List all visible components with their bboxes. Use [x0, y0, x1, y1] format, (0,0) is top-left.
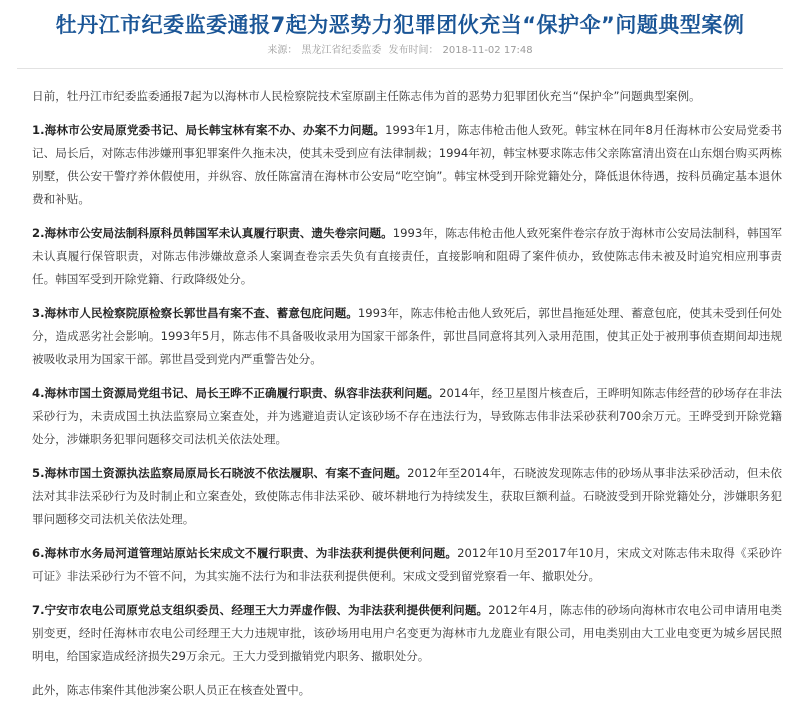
publish-time: 2018-11-02 17:48 [442, 45, 533, 56]
case-text: 1993年，陈志伟枪击他人致死案件卷宗存放于海林市公安局法制科，韩国军未认真履行保管职责，对陈志伟涉嫌故意杀人案调查卷宗丢失负有直接责任，直接影响和阻碍了案件侦办，致使陈志伟未被及时追究相应刑事责任。韩国军受到开除党籍、行政降级处分。 [32, 226, 782, 286]
source-name: 黑龙江省纪委监委 [301, 45, 382, 56]
publish-time-label: 发布时间： [388, 45, 439, 56]
source-label: 来源： [267, 45, 298, 56]
case-heading: 6.海林市水务局河道管理站原站长宋成文不履行职责、为非法获利提供便利问题。 [32, 546, 458, 560]
case-text: 2014年，经卫星图片核查后，王晔明知陈志伟经营的砂场存在非法采砂行为，未责成国土执法监察局立案查处，并为逃避追责认定该砂场不存在违法行为，导致陈志伟非法采砂获利700余万元。王晔受到开除党籍处分，涉嫌职务犯罪问题移交司法机关依法处理。 [32, 386, 782, 446]
case-text: 2012年至2014年，石晓波发现陈志伟的砂场从事非法采砂活动，但未依法对其非法采砂行为及时制止和立案查处，致使陈志伟非法采砂、破坏耕地行为持续发生，获取巨额利益。石晓波受到开除党籍处分，涉嫌职务犯罪问题移交司法机关依法处理。 [32, 466, 782, 526]
case-heading: 1.海林市公安局原党委书记、局长韩宝林有案不办、办案不力问题。 [32, 123, 386, 137]
case-text: 2012年10月至2017年10月，宋成文对陈志伟未取得《采砂许可证》非法采砂行为不管不问，为其实施不法行为和非法获利提供便利。宋成文受到留党察看一年、撤职处分。 [32, 546, 782, 583]
intro-paragraph: 日前，牡丹江市纪委监委通报7起为以海林市人民检察院技术室原副主任陈志伟为首的恶势力犯罪团伙充当“保护伞”问题典型案例。 [32, 89, 701, 103]
case-heading: 5.海林市国土资源执法监察局原局长石晓波不依法履职、有案不查问题。 [32, 466, 408, 480]
case-paragraph [32, 542, 782, 588]
case-heading: 4.海林市国土资源局党组书记、局长王晔不正确履行职责、纵容非法获利问题。 [32, 386, 440, 400]
article-title: 牡丹江市纪委监委通报7起为恶势力犯罪团伙充当“保护伞”问题典型案例 [55, 13, 745, 37]
case-paragraph [32, 302, 782, 371]
case-text: 1993年1月，陈志伟枪击他人致死。韩宝林在同年8月任海林市公安局党委书记、局长后，对陈志伟涉嫌刑事犯罪案件久拖未决，使其未受到应有法律制裁；1994年初，韩宝林要求陈志伟父亲陈富清出资在山东烟台购买两栋别墅，供公安干警疗养休假使用，并纵容、放任陈富清在海林市公安局“吃空饷”。韩宝林受到开除党籍处分，降低退休待遇，按科员确定基本退休费和补贴。 [32, 123, 782, 206]
case-text: 1993年，陈志伟枪击他人致死后，郭世昌拖延处理、蓄意包庇，使其未受到任何处分，造成恶劣社会影响。1993年5月，陈志伟不具备吸收录用为国家干部条件，郭世昌同意将其列入录用范围，使其正处于被刑事侦查期间却违规被吸收录用为国家干部。郭世昌受到党内严重警告处分。 [32, 306, 782, 366]
case-heading: 2.海林市公安局法制科原科员韩国军未认真履行职责、遗失卷宗问题。 [32, 226, 393, 240]
case-heading: 3.海林市人民检察院原检察长郭世昌有案不查、蓄意包庇问题。 [32, 306, 358, 320]
case-paragraph [32, 222, 782, 291]
case-paragraph [32, 119, 782, 211]
case-heading: 7.宁安市农电公司原党总支组织委员、经理王大力弄虚作假、为非法获利提供便利问题。 [32, 603, 489, 617]
closing-paragraph: 此外，陈志伟案件其他涉案公职人员正在核查处置中。 [32, 683, 311, 697]
case-paragraph [32, 462, 782, 531]
title-divider [17, 68, 783, 69]
case-paragraph [32, 599, 782, 668]
case-paragraph [32, 382, 782, 451]
article-meta [0, 44, 800, 58]
article-body [0, 85, 800, 702]
case-text: 2012年4月，陈志伟的砂场向海林市农电公司申请用电类别变更，经时任海林市农电公司经理王大力违规审批，该砂场用电用户名变更为海林市九龙鹿业有限公司，用电类别由大工业电变更为城乡居民照明电，给国家造成经济损失29万余元。王大力受到撤销党内职务、撤职处分。 [32, 603, 782, 663]
